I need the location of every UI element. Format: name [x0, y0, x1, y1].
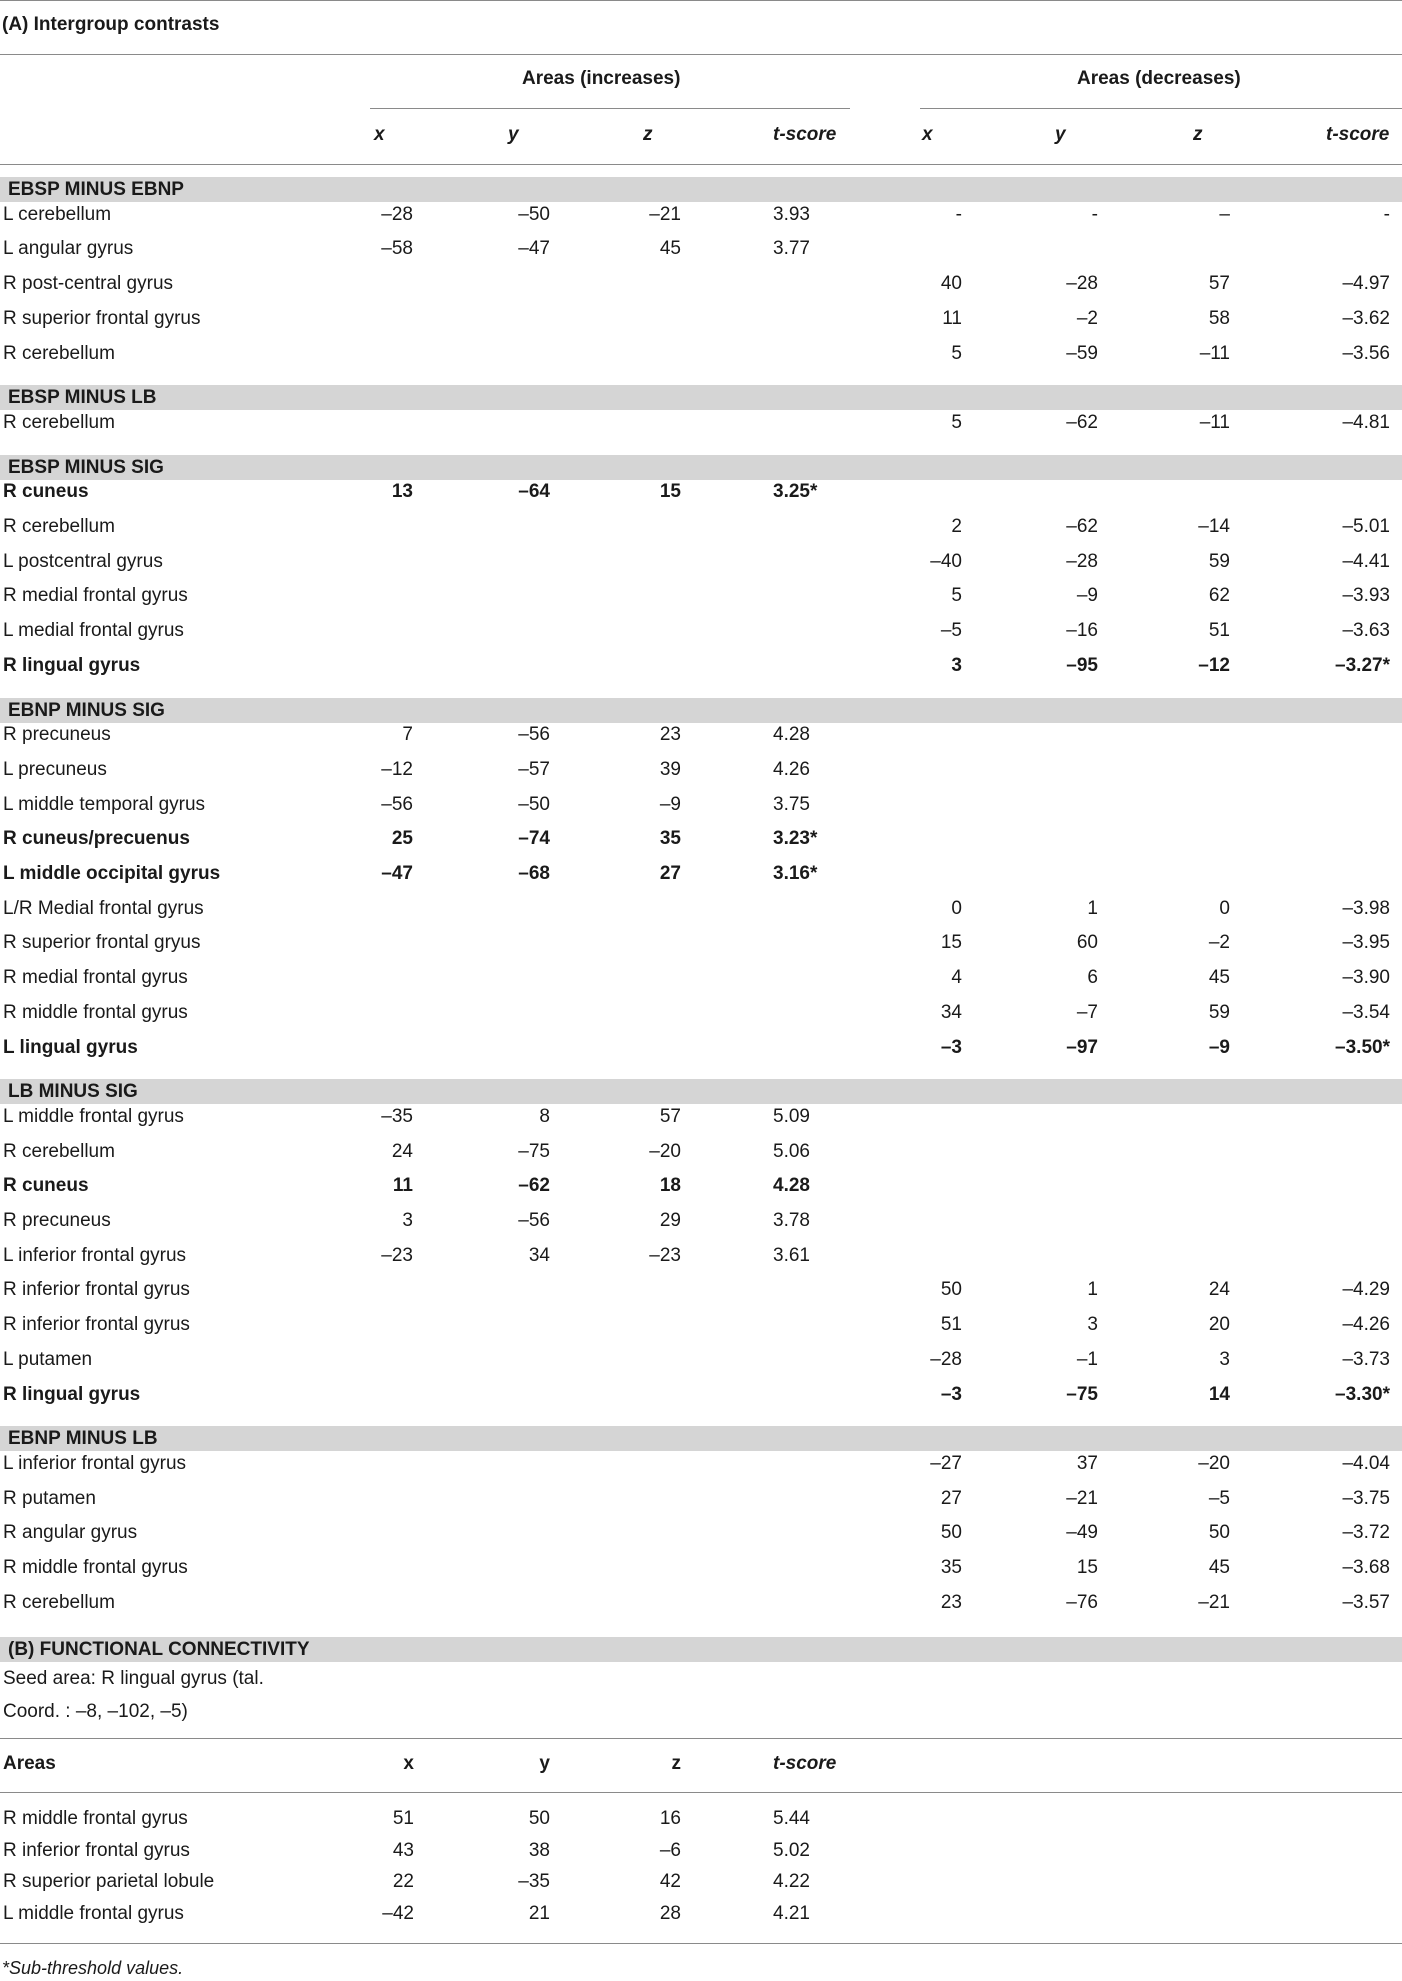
- dec-y: –76: [1066, 1591, 1098, 1613]
- dec-x: 5: [951, 411, 962, 433]
- dec-t-score: –4.81: [1342, 411, 1390, 433]
- area-label: L/R Medial frontal gyrus: [3, 897, 204, 919]
- area-label: R putamen: [3, 1487, 96, 1509]
- inc-z: 15: [659, 481, 681, 503]
- area-label: R cerebellum: [3, 342, 115, 364]
- section-band: [0, 177, 1402, 202]
- area-label: R post-central gyrus: [3, 273, 174, 295]
- dec-z: –12: [1198, 654, 1230, 676]
- inc-t-score: 4.28: [773, 724, 810, 746]
- dec-t-score: –3.72: [1342, 1522, 1390, 1544]
- inc-t-score: 3.61: [773, 1244, 810, 1266]
- dec-z: –21: [1198, 1591, 1230, 1613]
- dec-y: 6: [1087, 967, 1098, 989]
- dec-x: 2: [951, 516, 962, 537]
- dec-t-score: –3.93: [1342, 585, 1390, 607]
- section-title: EBNP MINUS LB: [8, 1428, 158, 1450]
- dec-y: 1: [1087, 897, 1098, 919]
- increases-underline: [370, 108, 850, 109]
- inc-x: –47: [381, 863, 413, 884]
- area-label: R precuneus: [3, 724, 111, 746]
- conn-t-score: 4.22: [773, 1871, 810, 1892]
- section-band: [0, 1079, 1402, 1104]
- conn-y: 38: [528, 1839, 550, 1861]
- area-label: R cerebellum: [3, 411, 115, 433]
- dec-x: 11: [942, 307, 962, 329]
- inc-t-score: 3.77: [773, 238, 810, 260]
- section-band-connectivity: [0, 1637, 1402, 1662]
- dec-x: 5: [951, 342, 962, 364]
- conn-z: 42: [659, 1871, 681, 1892]
- section-title: LB MINUS SIG: [8, 1081, 138, 1103]
- dec-t-score: -: [1383, 203, 1390, 225]
- inc-y: –50: [518, 203, 550, 225]
- inc-x: 11: [392, 1175, 413, 1197]
- dec-t-score: –3.90: [1342, 967, 1390, 989]
- dec-x: –27: [930, 1452, 962, 1474]
- dec-x: 50: [940, 1279, 962, 1301]
- dec-y: -: [1091, 203, 1098, 225]
- inc-t-score: 5.06: [773, 1140, 810, 1162]
- inc-x: –12: [381, 758, 413, 780]
- col-y-conn: y: [539, 1753, 550, 1774]
- inc-x: –23: [381, 1244, 413, 1266]
- area-label: R precuneus: [3, 1210, 111, 1231]
- dec-x: -: [955, 203, 962, 225]
- dec-x: 50: [940, 1522, 962, 1544]
- dec-y: –16: [1066, 620, 1098, 642]
- dec-z: 59: [1208, 550, 1230, 572]
- area-label: R cerebellum: [3, 516, 115, 537]
- caption-rule: [0, 54, 1402, 55]
- inc-x: 7: [402, 724, 413, 746]
- dec-t-score: –3.98: [1342, 897, 1390, 919]
- area-label: R superior frontal gryus: [3, 932, 201, 954]
- conn-y: 21: [528, 1902, 550, 1924]
- dec-z: 14: [1208, 1383, 1230, 1405]
- inc-t-score: 5.09: [773, 1105, 810, 1127]
- connectivity-top-rule: [0, 1738, 1402, 1739]
- dec-x: 40: [940, 273, 962, 295]
- inc-z: –20: [649, 1140, 681, 1162]
- dec-t-score: –3.68: [1342, 1557, 1390, 1578]
- inc-t-score: 3.23*: [773, 828, 818, 850]
- inc-z: 27: [659, 863, 681, 884]
- inc-y: –64: [518, 481, 550, 503]
- dec-t-score: –3.56: [1342, 342, 1390, 364]
- inc-y: –56: [518, 724, 550, 746]
- inc-x: –35: [381, 1105, 413, 1127]
- dec-y: –28: [1066, 273, 1098, 295]
- dec-z: 3: [1219, 1348, 1230, 1370]
- dec-x: 35: [940, 1557, 962, 1578]
- conn-z: 28: [659, 1902, 681, 1924]
- dec-x: 0: [951, 897, 962, 919]
- inc-t-score: 3.75: [773, 793, 810, 815]
- dec-z: –9: [1208, 1036, 1230, 1058]
- dec-y: –2: [1076, 307, 1098, 329]
- area-label: R inferior frontal gyrus: [3, 1314, 190, 1336]
- inc-x: –28: [381, 203, 413, 225]
- dec-x: 27: [940, 1487, 962, 1509]
- dec-z: –14: [1198, 516, 1230, 537]
- inc-y: –50: [518, 793, 550, 815]
- dec-y: –62: [1066, 411, 1098, 433]
- dec-z: –20: [1198, 1452, 1230, 1474]
- area-label: R cuneus: [3, 1175, 89, 1197]
- dec-t-score: –5.01: [1342, 516, 1390, 537]
- dec-t-score: –4.41: [1342, 550, 1390, 572]
- dec-t-score: –3.57: [1342, 1591, 1390, 1613]
- area-label: R middle frontal gyrus: [3, 1808, 188, 1829]
- section-title: EBSP MINUS EBNP: [8, 179, 184, 200]
- footnote: *Sub-threshold values.: [2, 1958, 184, 1978]
- inc-z: 45: [659, 238, 681, 260]
- col-x-dec: x: [922, 124, 933, 145]
- dec-y: –59: [1066, 342, 1098, 364]
- conn-z: 16: [659, 1808, 681, 1829]
- col-t-conn: t-score: [773, 1753, 837, 1774]
- dec-y: –1: [1076, 1348, 1098, 1370]
- area-label: L putamen: [3, 1348, 93, 1370]
- area-label: L inferior frontal gyrus: [3, 1244, 187, 1266]
- area-label: R middle frontal gyrus: [3, 1001, 188, 1023]
- dec-t-score: –3.75: [1342, 1487, 1390, 1509]
- dec-t-score: –3.63: [1342, 620, 1390, 642]
- dec-z: 20: [1208, 1314, 1230, 1336]
- area-label: L medial frontal gyrus: [3, 620, 184, 642]
- dec-y: –97: [1066, 1036, 1098, 1058]
- area-label: L cerebellum: [3, 203, 112, 225]
- dec-z: 50: [1208, 1522, 1230, 1544]
- inc-y: –57: [518, 758, 550, 780]
- area-label: L middle temporal gyrus: [3, 793, 206, 815]
- area-label: R angular gyrus: [3, 1522, 138, 1544]
- inc-z: –9: [659, 793, 681, 815]
- col-areas: Areas: [3, 1753, 56, 1774]
- conn-y: 50: [528, 1808, 550, 1829]
- section-title: (B) FUNCTIONAL CONNECTIVITY: [8, 1639, 310, 1660]
- dec-t-score: –3.30*: [1335, 1383, 1390, 1405]
- col-y-inc: y: [508, 124, 519, 145]
- area-label: L inferior frontal gyrus: [3, 1452, 187, 1474]
- inc-z: 39: [659, 758, 681, 780]
- inc-z: –23: [649, 1244, 681, 1266]
- inc-t-score: 3.16*: [773, 863, 818, 884]
- area-label: R cerebellum: [3, 1591, 115, 1613]
- col-z-conn: z: [671, 1753, 681, 1774]
- conn-t-score: 5.44: [773, 1808, 810, 1829]
- dec-y: –9: [1076, 585, 1098, 607]
- area-label: L angular gyrus: [3, 238, 134, 260]
- inc-z: –21: [649, 203, 681, 225]
- dec-y: 15: [1076, 1557, 1098, 1578]
- dec-x: –3: [940, 1036, 962, 1058]
- dec-z: 0: [1219, 897, 1230, 919]
- area-label: R lingual gyrus: [3, 654, 141, 676]
- inc-y: –56: [518, 1210, 550, 1231]
- section-band: [0, 455, 1402, 480]
- dec-x: –40: [930, 550, 962, 572]
- dec-z: 62: [1208, 585, 1230, 607]
- col-x-inc: x: [374, 124, 385, 145]
- area-label: R cerebellum: [3, 1140, 115, 1162]
- area-label: L precuneus: [3, 758, 107, 780]
- dec-z: –11: [1199, 342, 1230, 364]
- bottom-rule: [0, 1943, 1402, 1944]
- inc-z: 57: [659, 1105, 681, 1127]
- col-z-dec: z: [1193, 124, 1203, 145]
- area-label: R middle frontal gyrus: [3, 1557, 188, 1578]
- dec-z: 57: [1208, 273, 1230, 295]
- area-label: L middle occipital gyrus: [3, 863, 221, 884]
- dec-y: 60: [1076, 932, 1098, 954]
- dec-x: –5: [940, 620, 962, 642]
- dec-z: –: [1219, 203, 1230, 225]
- dec-z: 45: [1208, 1557, 1230, 1578]
- inc-t-score: 3.25*: [773, 481, 818, 503]
- dec-t-score: –3.95: [1342, 932, 1390, 954]
- col-y-dec: y: [1055, 124, 1066, 145]
- area-label: R inferior frontal gyrus: [3, 1279, 190, 1301]
- conn-z: –6: [659, 1839, 681, 1861]
- dec-y: –75: [1066, 1383, 1098, 1405]
- dec-y: –62: [1066, 516, 1098, 537]
- dec-x: 3: [951, 654, 962, 676]
- conn-y: –35: [518, 1871, 550, 1892]
- dec-x: 4: [951, 967, 962, 989]
- inc-x: 25: [391, 828, 413, 850]
- dec-y: –21: [1066, 1487, 1098, 1509]
- dec-x: 51: [940, 1314, 962, 1336]
- table-caption: (A) Intergroup contrasts: [2, 14, 220, 35]
- area-label: R medial frontal gyrus: [3, 585, 188, 607]
- dec-t-score: –4.29: [1342, 1279, 1390, 1301]
- inc-x: –58: [381, 238, 413, 260]
- inc-x: –56: [381, 793, 413, 815]
- seed-area-line1: Seed area: R lingual gyrus (tal.: [3, 1668, 264, 1689]
- area-label: R medial frontal gyrus: [3, 967, 188, 989]
- inc-z: 29: [659, 1210, 681, 1231]
- conn-x: –42: [382, 1902, 414, 1924]
- dec-y: 1: [1087, 1279, 1098, 1301]
- inc-y: –74: [518, 828, 550, 850]
- header-decreases: Areas (decreases): [1077, 68, 1241, 89]
- conn-x: 43: [392, 1839, 414, 1861]
- section-title: EBSP MINUS SIG: [8, 456, 164, 478]
- area-label: R cuneus: [3, 481, 89, 503]
- dec-t-score: –3.27*: [1335, 654, 1390, 676]
- dec-y: 3: [1087, 1314, 1098, 1336]
- dec-z: 24: [1208, 1279, 1230, 1301]
- dec-t-score: –4.04: [1342, 1452, 1390, 1474]
- area-label: L middle frontal gyrus: [3, 1105, 184, 1127]
- section-band: [0, 385, 1402, 410]
- dec-x: 5: [951, 585, 962, 607]
- dec-t-score: –3.50*: [1335, 1036, 1390, 1058]
- dec-y: –49: [1066, 1522, 1098, 1544]
- inc-y: –47: [518, 238, 550, 260]
- dec-x: 15: [940, 932, 962, 954]
- dec-y: –7: [1076, 1001, 1098, 1023]
- section-title: EBSP MINUS LB: [8, 387, 157, 409]
- conn-t-score: 4.21: [773, 1902, 810, 1924]
- dec-z: 45: [1208, 967, 1230, 989]
- dec-x: 23: [940, 1591, 962, 1613]
- inc-y: –62: [518, 1175, 550, 1197]
- inc-x: 3: [402, 1210, 413, 1231]
- area-label: L middle frontal gyrus: [3, 1902, 184, 1924]
- area-label: L lingual gyrus: [3, 1036, 138, 1058]
- dec-y: –95: [1066, 654, 1098, 676]
- dec-x: –28: [930, 1348, 962, 1370]
- connectivity-header-rule: [0, 1792, 1402, 1793]
- area-label: L postcentral gyrus: [3, 550, 163, 572]
- dec-t-score: –4.26: [1342, 1314, 1390, 1336]
- inc-x: 24: [391, 1140, 413, 1162]
- dec-x: 34: [940, 1001, 962, 1023]
- dec-y: 37: [1076, 1452, 1098, 1474]
- col-z-inc: z: [643, 124, 653, 145]
- inc-z: 18: [659, 1175, 681, 1197]
- header-increases: Areas (increases): [522, 68, 681, 89]
- area-label: R lingual gyrus: [3, 1383, 141, 1405]
- inc-t-score: 3.93: [773, 203, 810, 225]
- inc-t-score: 3.78: [773, 1210, 810, 1231]
- dec-z: 51: [1208, 620, 1230, 642]
- area-label: R inferior frontal gyrus: [3, 1839, 190, 1861]
- seed-area-line2: Coord. : –8, –102, –5): [3, 1701, 188, 1722]
- col-t-inc: t-score: [773, 124, 837, 145]
- conn-x: 51: [392, 1808, 414, 1829]
- inc-z: 35: [659, 828, 681, 850]
- top-rule: [0, 0, 1402, 1]
- header-rule: [0, 164, 1402, 165]
- dec-x: –3: [940, 1383, 962, 1405]
- dec-y: –28: [1066, 550, 1098, 572]
- inc-t-score: 4.26: [773, 758, 810, 780]
- inc-y: –68: [518, 863, 550, 884]
- inc-y: –75: [518, 1140, 550, 1162]
- dec-t-score: –4.97: [1342, 273, 1390, 295]
- dec-z: –5: [1208, 1487, 1230, 1509]
- conn-t-score: 5.02: [773, 1839, 810, 1861]
- dec-z: –11: [1199, 411, 1230, 433]
- inc-y: 8: [539, 1105, 550, 1127]
- inc-z: 23: [659, 724, 681, 746]
- col-x-conn: x: [403, 1753, 414, 1774]
- area-label: R cuneus/precuenus: [3, 828, 190, 850]
- section-band: [0, 698, 1402, 723]
- decreases-underline: [920, 108, 1402, 109]
- area-label: R superior frontal gyrus: [3, 307, 201, 329]
- section-title: EBNP MINUS SIG: [8, 699, 165, 721]
- conn-x: 22: [392, 1871, 414, 1892]
- dec-z: 58: [1208, 307, 1230, 329]
- dec-z: 59: [1208, 1001, 1230, 1023]
- area-label: R superior parietal lobule: [3, 1871, 215, 1892]
- dec-t-score: –3.54: [1342, 1001, 1390, 1023]
- dec-t-score: –3.62: [1342, 307, 1390, 329]
- section-band: [0, 1426, 1402, 1451]
- inc-x: 13: [391, 481, 413, 503]
- col-t-dec: t-score: [1326, 124, 1390, 145]
- inc-y: 34: [528, 1244, 550, 1266]
- inc-t-score: 4.28: [773, 1175, 810, 1197]
- dec-z: –2: [1208, 932, 1230, 954]
- dec-t-score: –3.73: [1342, 1348, 1390, 1370]
